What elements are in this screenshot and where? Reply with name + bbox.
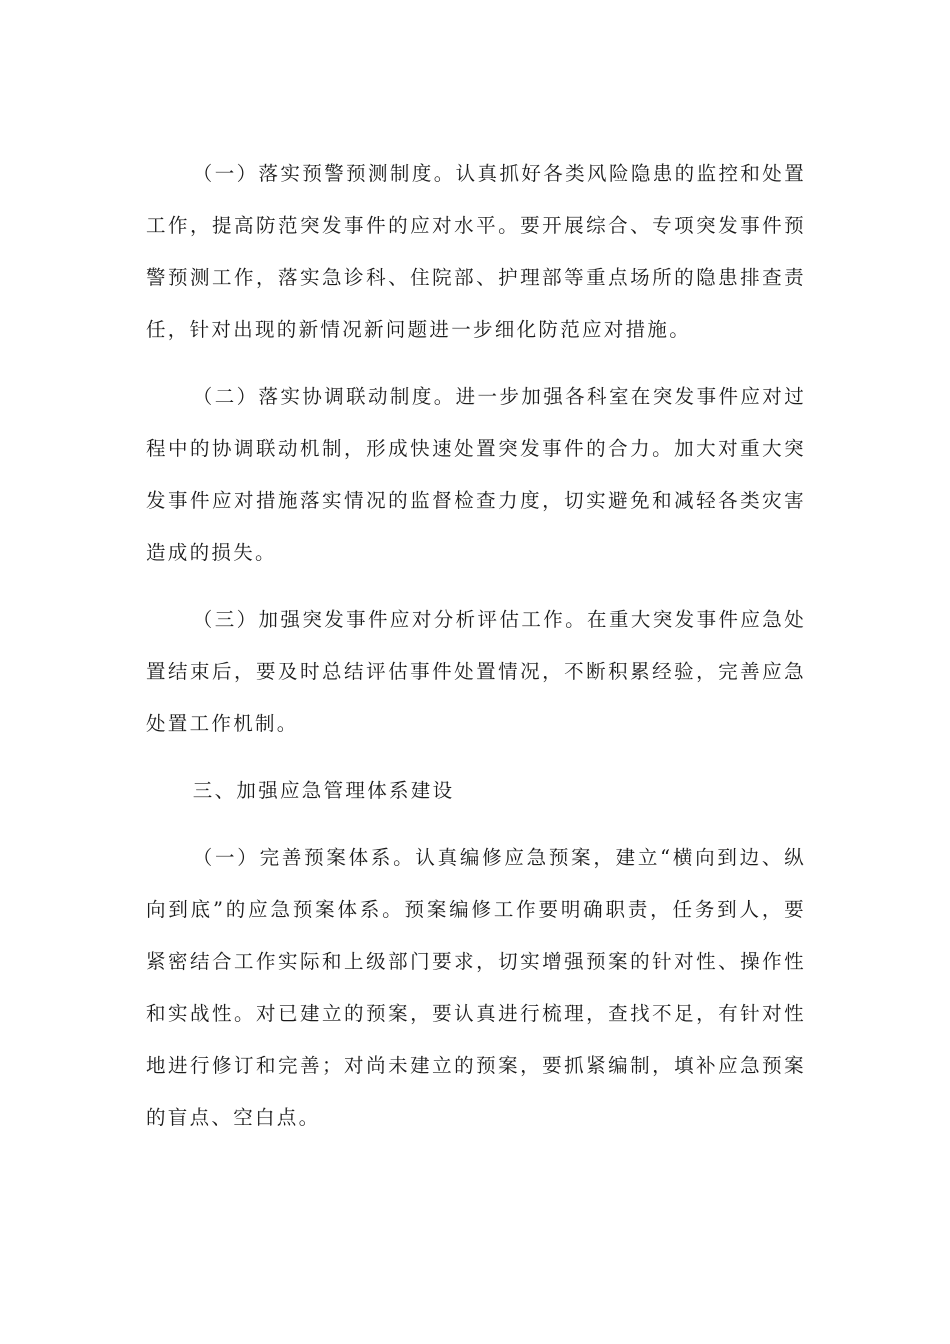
document-body (146, 148, 806, 1159)
section-heading: 三、加强应急管理体系建设 (192, 779, 455, 802)
paragraph-warning-forecast: （一）落实预警预测制度。认真抓好各类风险隐患的监控和处置工作，提高防范突发事件的应对水平。要开展综合、专项突发事件预警预测工作，落实急诊科、住院部、护理部等重点场所的隐患排查责任，针对出现的新情况新问题进一步细化防范应对措施。 (146, 162, 806, 341)
paragraph-analysis-evaluation: （三）加强突发事件应对分析评估工作。在重大突发事件应急处置结束后，要及时总结评估事件处置情况，不断积累经验，完善应急处置工作机制。 (146, 608, 806, 735)
paragraph-plan-system: （一）完善预案体系。认真编修应急预案，建立“横向到边、纵向到底”的应急预案体系。预案编修工作要明确职责，任务到人，要紧密结合工作实际和上级部门要求，切实增强预案的针对性、操作性和实战性。对已建立的预案，要认真进行梳理，查找不足，有针对性地进行修订和完善；对尚未建立的预案，要抓紧编制，填补应急预案的盲点、空白点。 (146, 846, 806, 1129)
paragraph-coordination: （二）落实协调联动制度。进一步加强各科室在突发事件应对过程中的协调联动机制，形成快速处置突发事件的合力。加大对重大突发事件应对措施落实情况的监督检查力度，切实避免和减轻各类灾害造成的损失。 (146, 385, 806, 564)
